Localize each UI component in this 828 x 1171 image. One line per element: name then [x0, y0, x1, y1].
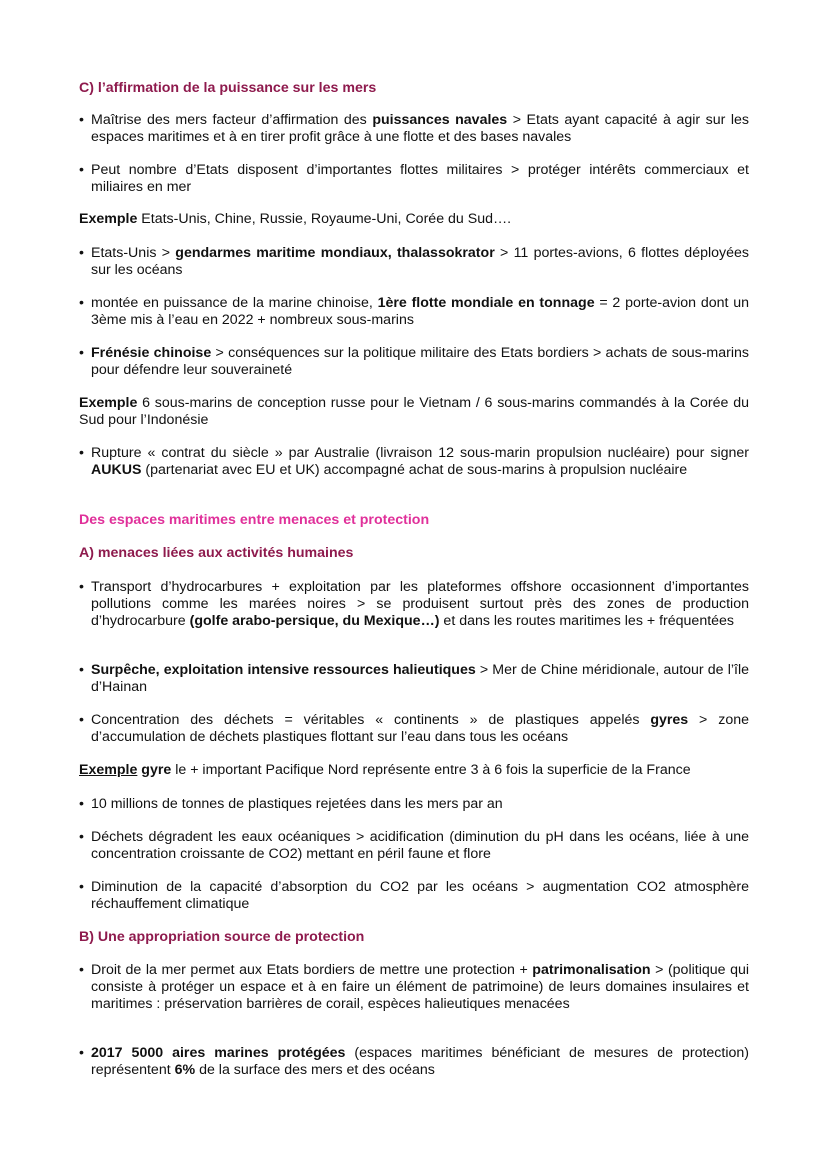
heading-text: A) menaces liées aux activités humaines — [79, 545, 354, 561]
text: Peut nombre d’Etats disposent d’importantes flottes militaires > protéger intérêts commerciaux et miliaires en mer — [91, 162, 749, 195]
bullet-item — [79, 112, 749, 146]
bullet-item — [79, 579, 749, 630]
bold-text: gyres — [650, 712, 689, 728]
text: Déchets dégradent les eaux océaniques > acidification (diminution du pH dans les océans, liée à une concentration croissante de CO2) mettant en péril faune et flore — [91, 829, 749, 862]
bold-text: Surpêche, exploitation intensive ressources halieutiques — [91, 662, 476, 678]
bullet-item — [79, 295, 749, 329]
section-heading-pink — [79, 512, 749, 529]
example-paragraph — [79, 211, 749, 228]
bullet-item — [79, 712, 749, 746]
text: > Etats ayant capacité à agir sur les espaces maritimes et à en tirer profit grâce à une flotte et des bases navales — [91, 112, 749, 145]
example-label: Exemple — [79, 762, 138, 778]
heading-text: C) l’affirmation de la puissance sur les mers — [79, 80, 377, 96]
example-paragraph — [79, 762, 749, 779]
text: > 11 portes-avions, 6 flottes déployées sur les océans — [91, 245, 749, 278]
example-paragraph — [79, 395, 749, 429]
bold-text: gyre — [137, 762, 172, 778]
text: 10 millions de tonnes de plastiques rejetées dans les mers par an — [91, 796, 503, 812]
heading-text: B) Une appropriation source de protection — [79, 929, 365, 945]
bold-text: 2017 5000 aires marines protégées — [91, 1045, 346, 1061]
text: 6 sous-marins de conception russe pour le Vietnam / 6 sous-marins commandés à la Corée du Sud pour l’Indonésie — [79, 395, 749, 428]
text: > conséquences sur la politique militaire des Etats bordiers > achats de sous-marins pour défendre leur souveraineté — [91, 345, 749, 378]
text: Rupture « contrat du siècle » par Australie (livraison 12 sous-marin propulsion nucléaire) pour signer — [91, 445, 749, 461]
bullet-item — [79, 962, 749, 1013]
text: > zone d’accumulation de déchets plastiques flottant sur l’eau dans tous les océans — [91, 712, 749, 745]
bullet-item — [79, 245, 749, 279]
bullet-item — [79, 796, 749, 813]
bold-text: patrimonalisation — [532, 962, 651, 978]
text: montée en puissance de la marine chinoise, — [91, 295, 378, 311]
text: le + important Pacifique Nord représente entre 3 à 6 fois la superficie de la France — [171, 762, 691, 778]
bold-text: gendarmes maritime mondiaux, thalassokrator — [175, 245, 495, 261]
text: et dans les routes maritimes les + fréquentées — [439, 613, 735, 629]
text: Maîtrise des mers facteur d’affirmation des — [91, 112, 373, 128]
bold-text: 1ère flotte mondiale en tonnage — [377, 295, 595, 311]
text: (espaces maritimes bénéficiant de mesures de protection) représentent — [91, 1045, 750, 1078]
section-a-heading — [79, 545, 749, 562]
bold-text: puissances navales — [372, 112, 508, 128]
section-b-heading — [79, 929, 749, 946]
text: Etats-Unis, Chine, Russie, Royaume-Uni, Corée du Sud…. — [137, 211, 512, 227]
text: Diminution de la capacité d’absorption du CO2 par les océans > augmentation CO2 atmosphère réchauffement climatique — [91, 879, 749, 912]
bullet-item — [79, 445, 749, 479]
text: > Mer de Chine méridionale, autour de l’île d’Hainan — [91, 662, 749, 695]
example-label: Exemple — [79, 395, 138, 411]
bold-text: 6% — [174, 1062, 196, 1078]
bullet-item — [79, 879, 749, 913]
text: Concentration des déchets = véritables « continents » de plastiques appelés — [91, 712, 651, 728]
text: de la surface des mers et des océans — [195, 1062, 435, 1078]
text: Transport d’hydrocarbures + exploitation par les plateformes offshore occasionnent d’importantes pollutions comme les marées noires > se produisent surtout près des zones de production d’hydrocarbure — [91, 579, 749, 629]
text: Etats-Unis > — [91, 245, 176, 261]
text: Droit de la mer permet aux Etats bordiers de mettre une protection + — [91, 962, 533, 978]
bullet-item — [79, 1045, 749, 1079]
bold-text: AUKUS — [91, 462, 142, 478]
bold-text: (golfe arabo-persique, du Mexique…) — [189, 613, 440, 629]
text: = 2 porte-avion dont un 3ème mis à l’eau en 2022 + nombreux sous-marins — [91, 295, 750, 328]
bullet-item — [79, 162, 749, 196]
bullet-item — [79, 345, 749, 379]
bold-text: Frénésie chinoise — [91, 345, 212, 361]
section-c-heading — [79, 80, 749, 97]
example-label: Exemple — [79, 211, 138, 227]
bullet-item — [79, 662, 749, 696]
text: (partenariat avec EU et UK) accompagné achat de sous-marins à propulsion nucléaire — [141, 462, 688, 478]
text: > (politique qui consiste à protéger un espace et à en faire un élément de patrimoine) de leurs domaines insulaires et maritimes : préservation barrières de corail, espèces halieutiques menacées — [91, 962, 750, 1012]
heading-text: Des espaces maritimes entre menaces et protection — [79, 512, 430, 528]
bullet-item — [79, 829, 749, 863]
